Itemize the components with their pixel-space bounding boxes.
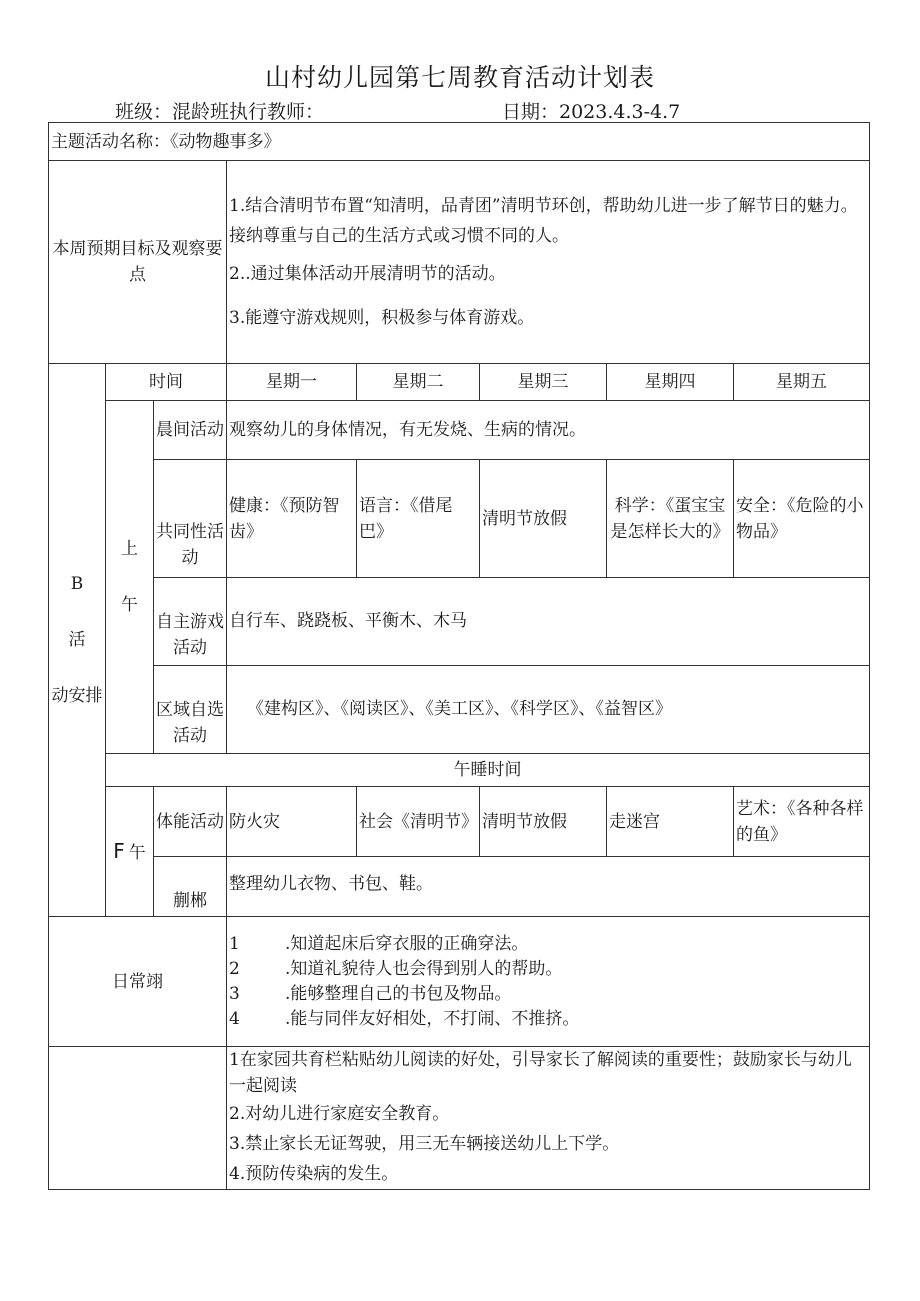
- list-item: 3 .能够整理自己的书包及物品。: [229, 983, 512, 1004]
- pe-activity-fri: 艺术：《各种各样的鱼》: [734, 787, 870, 857]
- goals-label: 本周预期目标及观察要点: [49, 161, 227, 364]
- list-item: 4 .能与同伴友好相处，不打闹、不推挤。: [229, 1008, 580, 1029]
- list-item: 2.对幼儿进行家庭安全教育。: [229, 1104, 450, 1124]
- morning-activity-content: 观察幼儿的身体情况，有无发烧、生病的情况。: [227, 401, 870, 460]
- activity-arrangement-label: [49, 364, 106, 917]
- goal-item: 2..通过集体活动开展清明节的活动。: [229, 264, 506, 284]
- morning-label: 上 午: [106, 401, 154, 754]
- pe-activity-wed: 清明节放假: [480, 787, 607, 857]
- tidy-content: 整理幼儿衣物、书包、鞋。: [227, 857, 870, 917]
- area-activity-label: 区域自选活动: [154, 666, 227, 754]
- list-item: 1 .知道起床后穿衣服的正确穿法。: [229, 933, 529, 954]
- common-activity-fri: 安全：《危险的小物品》: [734, 460, 870, 578]
- pe-activity-thu: 走迷宫: [607, 787, 734, 857]
- time-header: 时间: [106, 364, 227, 401]
- afternoon-label-f: F: [113, 838, 125, 863]
- goal-item: 3.能遵守游戏规则，积极参与体育游戏。: [229, 308, 535, 328]
- daily-routine-label: 日常翊: [49, 917, 227, 1047]
- plan-table: [48, 122, 870, 1190]
- morning-activity-label: 晨间活动: [154, 401, 227, 460]
- common-activity-thu: 科学：《蛋宝宝是怎样长大的》: [607, 460, 734, 578]
- tidy-label: 蒯郴: [154, 857, 227, 917]
- page-title: 山村幼儿园第七周教育活动计划表: [264, 63, 655, 92]
- common-activity-mon: 健康：《预防智齿》: [227, 460, 357, 578]
- common-activity-tue: 语言：《借尾巴》: [357, 460, 480, 578]
- day-header-fri: 星期五: [734, 364, 870, 401]
- pe-activity-label: 体能活动: [154, 787, 227, 857]
- side-label-dong: 动安排: [51, 686, 103, 706]
- day-header-tue: 星期二: [357, 364, 480, 401]
- common-activity-label: 共同性活动: [154, 460, 227, 578]
- afternoon-label: [106, 787, 154, 917]
- common-activity-wed: 清明节放假: [480, 460, 607, 578]
- day-header-wed: 星期三: [480, 364, 607, 401]
- day-header-mon: 星期一: [227, 364, 357, 401]
- date-info: 日期：2023.4.3-4.7: [502, 101, 681, 123]
- list-item: 2 .知道礼貌待人也会得到别人的帮助。: [229, 958, 563, 979]
- class-info: 班级：混龄班执行教师：: [115, 101, 325, 123]
- area-activity-content: 《建构区》、《阅读区》、《美工区》、《科学区》、《益智区》: [227, 666, 870, 754]
- theme-name: 主题活动名称：《动物趣事多》: [49, 123, 870, 161]
- side-label-b: B: [70, 574, 84, 594]
- afternoon-label-wu: 午: [128, 842, 146, 863]
- pe-activity-mon: 防火灾: [227, 787, 357, 857]
- side-label-huo: 活: [68, 630, 86, 650]
- daily-routine-content: [227, 917, 870, 1047]
- free-play-content: 自行车、跷跷板、平衡木、木马: [227, 578, 870, 666]
- goals-content: [227, 161, 870, 364]
- free-play-label: 自主游戏活动: [154, 578, 227, 666]
- home-cooperation-content: [227, 1047, 870, 1190]
- list-item: 3.禁止家长无证驾驶，用三无车辆接送幼儿上下学。: [229, 1134, 620, 1154]
- pe-activity-tue: 社会《清明节》: [357, 787, 480, 857]
- list-item: 1在家园共育栏粘贴幼儿阅读的好处，引导家长了解阅读的重要性；鼓励家长与幼儿一起阅读: [229, 1050, 852, 1096]
- nap-time: 午睡时间: [106, 754, 870, 787]
- day-header-thu: 星期四: [607, 364, 734, 401]
- home-cooperation-label: [49, 1047, 227, 1190]
- goal-item: 1.结合清明节布置“知清明，品青团”清明节环创，帮助幼儿进一步了解节日的魅力。接纳尊重与自己的生活方式或习惯不同的人。: [229, 196, 858, 246]
- list-item: 4.预防传染病的发生。: [229, 1164, 399, 1184]
